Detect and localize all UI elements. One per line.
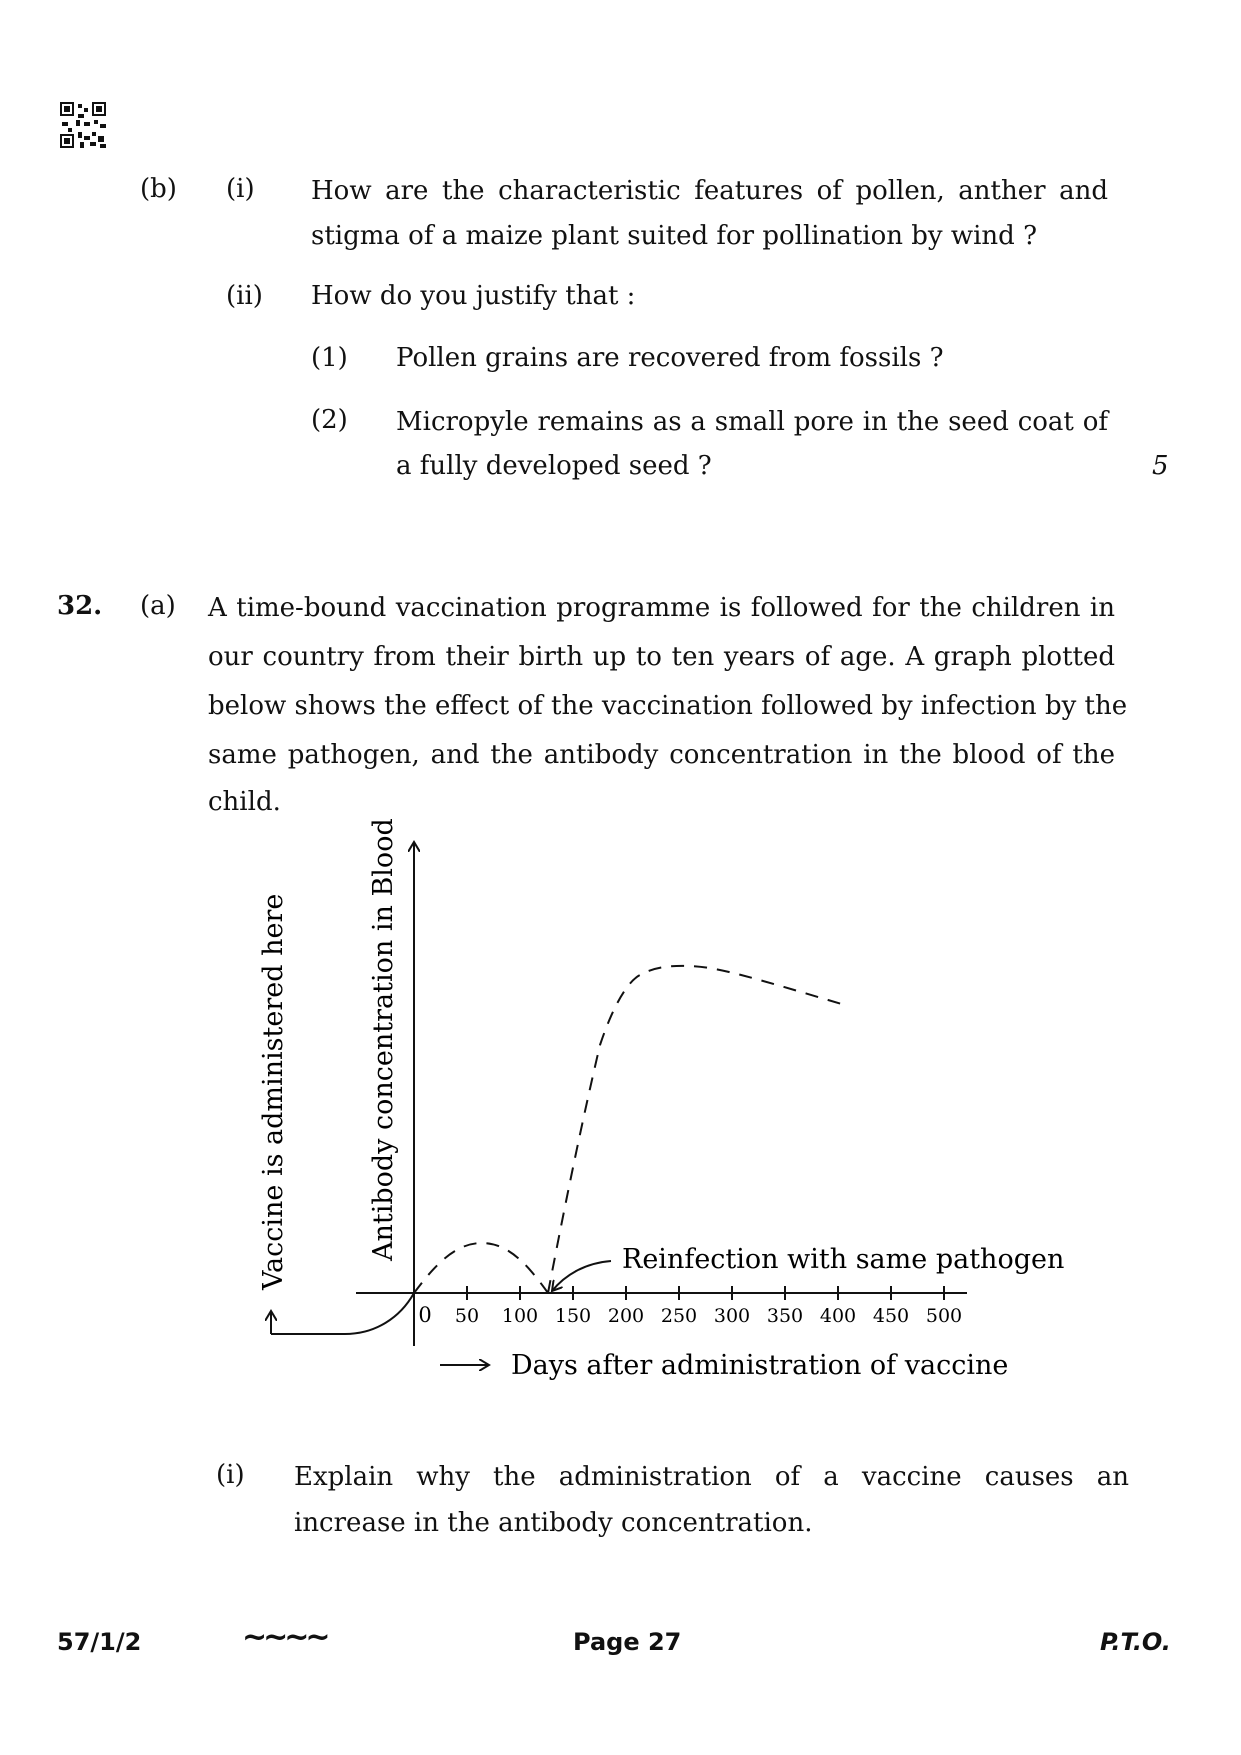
x-tick-label-400: 400: [819, 1305, 857, 1327]
x-tick-label-300: 300: [713, 1305, 751, 1327]
x-tick-label-100: 100: [501, 1305, 539, 1327]
label-sub-1: (1): [311, 343, 348, 373]
x-tick-label-50: 50: [454, 1305, 480, 1327]
page-number: Page 27: [573, 1628, 682, 1656]
question-sub-1: Pollen grains are recovered from fossils ?: [396, 343, 944, 373]
x-tick-label-250: 250: [660, 1305, 698, 1327]
question-32-a-i-line2: increase in the antibody concentration.: [294, 1508, 813, 1538]
question-b-ii: How do you justify that :: [311, 281, 636, 311]
paragraph-line-4: same pathogen, and the antibody concentration in the blood of the: [208, 740, 1115, 770]
x-tick-label-450: 450: [872, 1305, 910, 1327]
question-sub-2-line1: Micropyle remains as a small pore in the seed coat of: [396, 407, 1108, 437]
paragraph-line-3: below shows the effect of the vaccination followed by infection by the: [208, 691, 1128, 721]
question-b-i-line2: stigma of a maize plant suited for pollination by wind ?: [311, 221, 1038, 251]
paragraph-line-2: our country from their birth up to ten years of age. A graph plotted: [208, 642, 1115, 672]
question-number-32: 32.: [57, 591, 103, 621]
question-b-i-line1: How are the characteristic features of pollen, anther and: [311, 176, 1108, 206]
marks: 5: [1152, 451, 1169, 481]
pre-vaccine-curve: [271, 1293, 414, 1334]
question-sub-2-line2: a fully developed seed ?: [396, 451, 712, 481]
y-axis-label: Antibody concentration in Blood: [368, 818, 399, 1261]
x-axis-label: Days after administration of vaccine: [511, 1350, 1009, 1381]
label-b-ii: (ii): [226, 281, 263, 311]
paragraph-line-5: child.: [208, 787, 281, 817]
paragraph-line-1: A time-bound vaccination programme is followed for the children in: [208, 593, 1115, 623]
x-tick-label-0: 0: [418, 1303, 432, 1327]
question-32-a-i-line1: Explain why the administration of a vaccine causes an: [294, 1462, 1129, 1492]
x-tick-label-150: 150: [554, 1305, 592, 1327]
paper-code: 57/1/2: [57, 1628, 142, 1656]
primary-response-curve: [414, 1243, 548, 1293]
label-b-i: (i): [226, 174, 255, 204]
x-tick-label-200: 200: [607, 1305, 645, 1327]
pto-label: P.T.O.: [1100, 1628, 1171, 1656]
vaccine-label: Vaccine is administered here: [258, 893, 289, 1290]
x-tick-label-500: 500: [925, 1305, 963, 1327]
reinfection-label: Reinfection with same pathogen: [622, 1244, 1065, 1275]
label-32-a-i: (i): [216, 1460, 245, 1490]
x-tick-label-350: 350: [766, 1305, 804, 1327]
label-sub-2: (2): [311, 405, 348, 435]
reinfection-arrow-icon: [552, 1261, 611, 1291]
label-b: (b): [140, 174, 177, 204]
label-32-a: (a): [140, 591, 176, 621]
squiggle-mark: ~~~~: [242, 1620, 327, 1655]
